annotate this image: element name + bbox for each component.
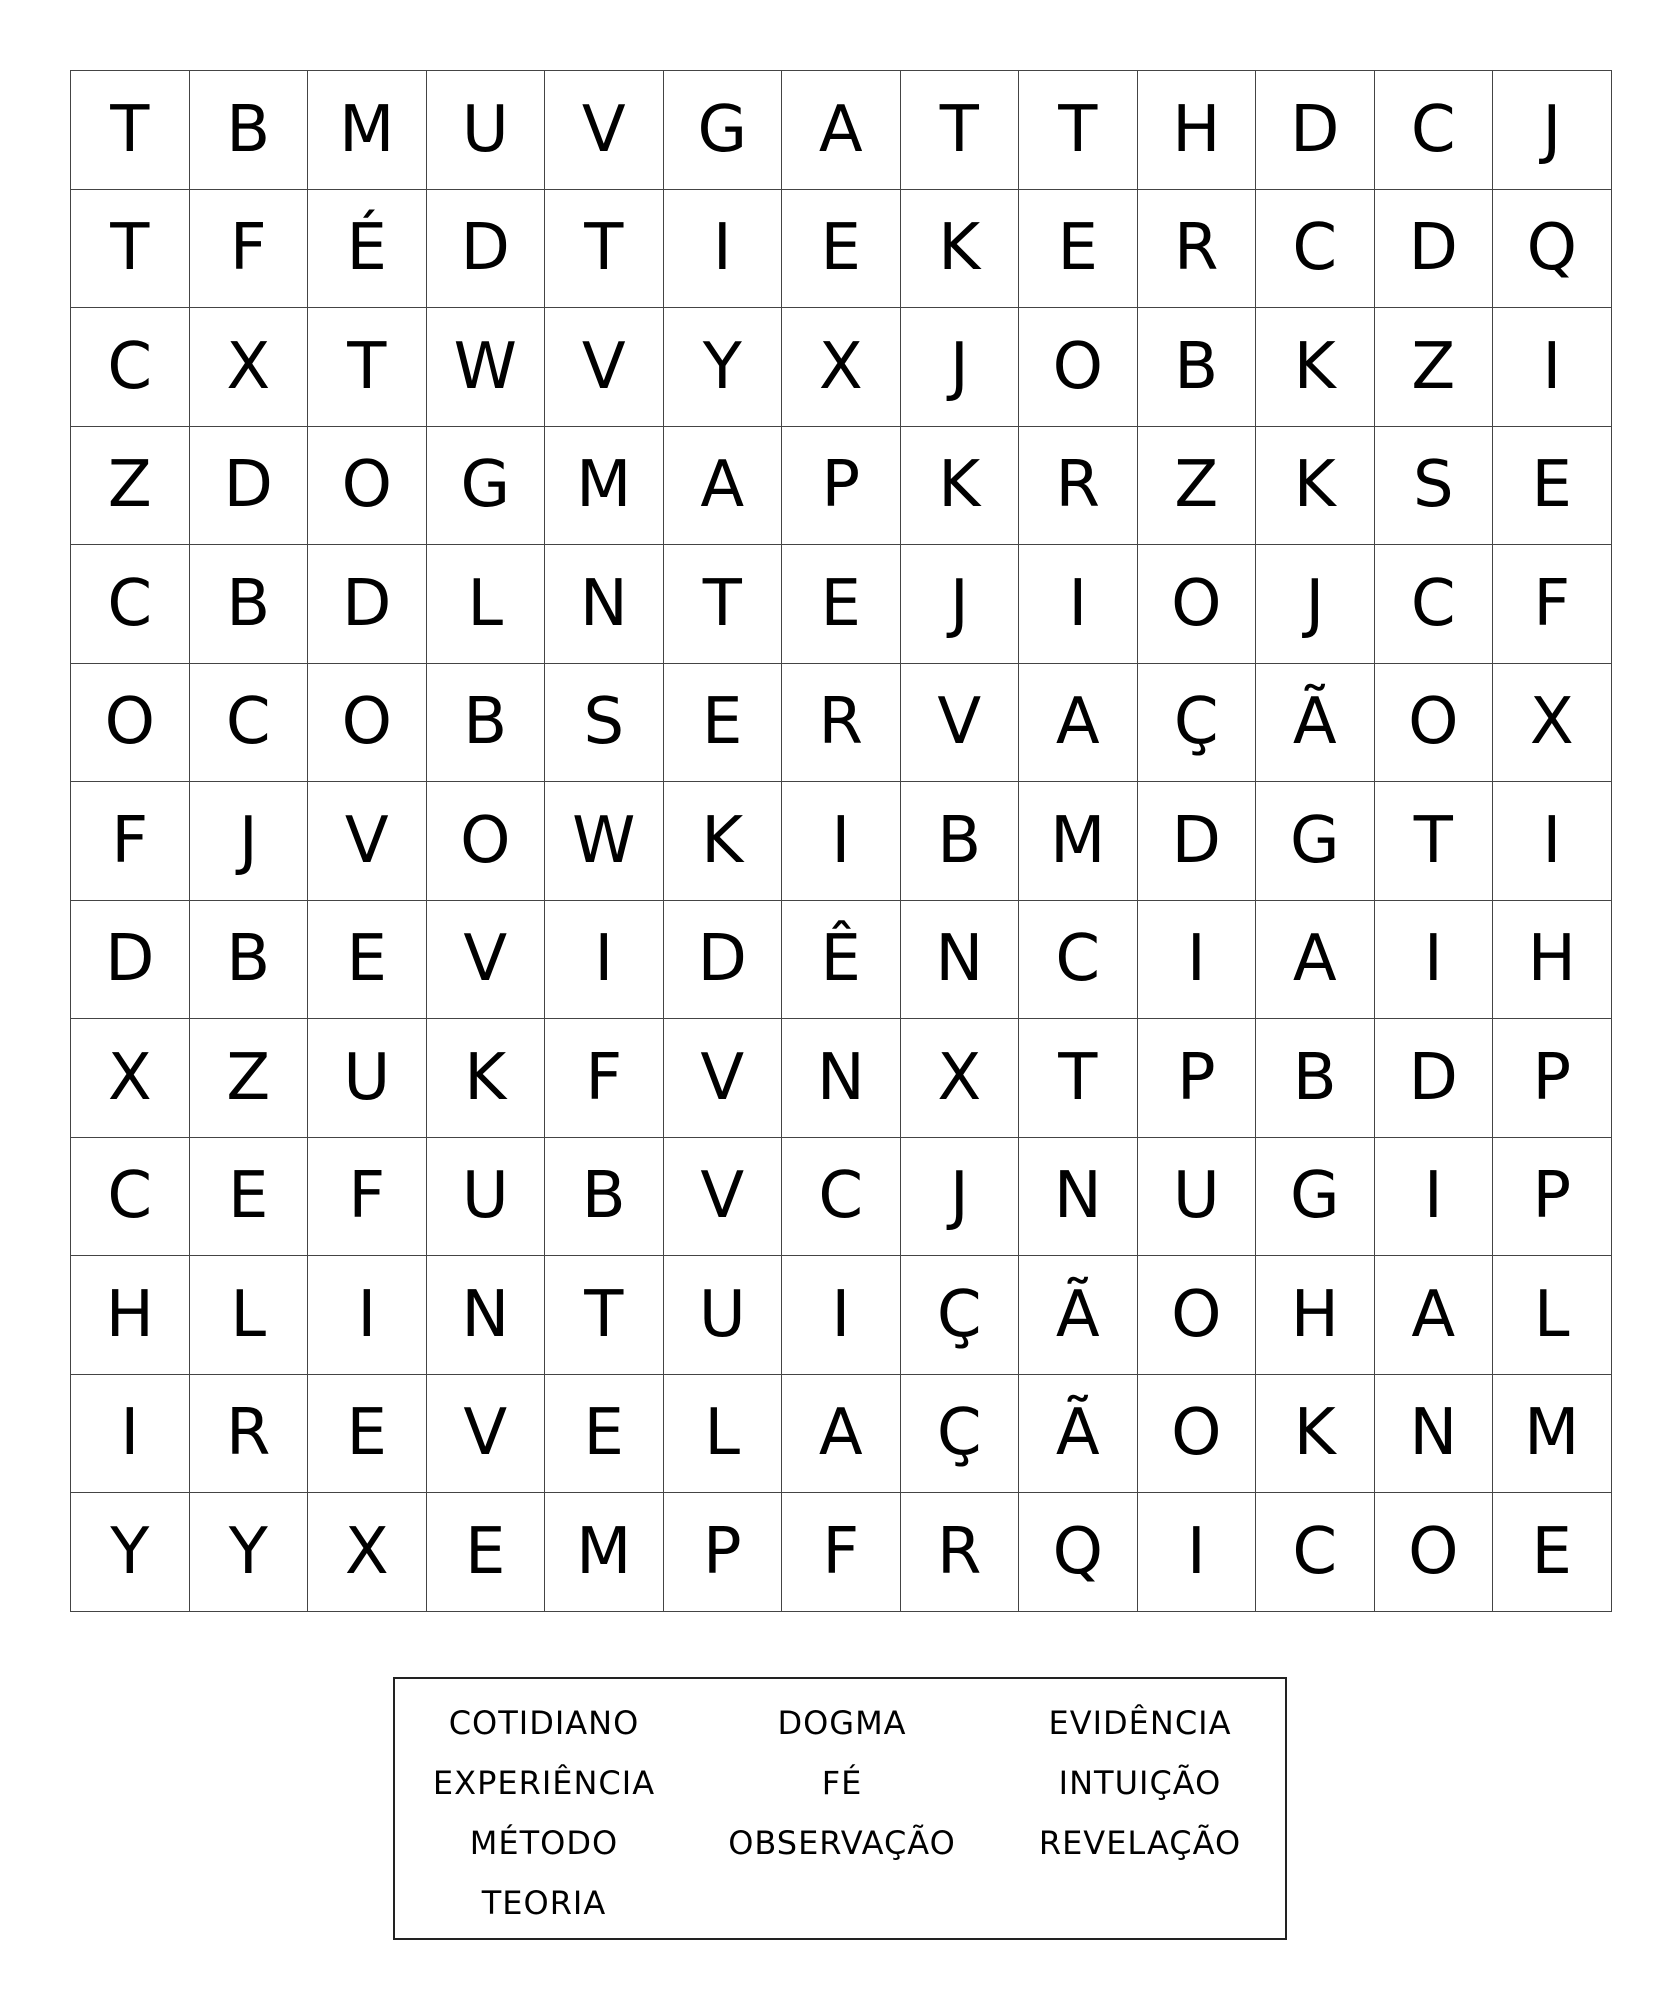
grid-cell[interactable]: M (308, 71, 427, 190)
grid-cell[interactable]: Y (664, 308, 783, 427)
grid-cell[interactable]: F (71, 782, 190, 901)
grid-cell[interactable]: T (71, 190, 190, 309)
grid-cell[interactable]: N (1375, 1375, 1494, 1494)
grid-cell[interactable]: X (1493, 664, 1612, 783)
grid-cell[interactable]: X (71, 1019, 190, 1138)
grid-cell[interactable]: K (427, 1019, 546, 1138)
grid-cell[interactable]: U (427, 71, 546, 190)
grid-cell[interactable]: C (71, 308, 190, 427)
grid-cell[interactable]: M (1493, 1375, 1612, 1494)
grid-cell[interactable]: Q (1019, 1493, 1138, 1612)
word-bank-item: EVIDÊNCIA (1048, 1704, 1232, 1742)
grid-cell[interactable]: O (427, 782, 546, 901)
grid-cell[interactable]: A (782, 1375, 901, 1494)
grid-cell[interactable]: D (1256, 71, 1375, 190)
grid-cell[interactable]: E (1493, 1493, 1612, 1612)
grid-cell[interactable]: E (1493, 427, 1612, 546)
grid-cell[interactable]: L (1493, 1256, 1612, 1375)
grid-cell[interactable]: U (308, 1019, 427, 1138)
grid-cell[interactable]: R (190, 1375, 309, 1494)
grid-cell[interactable]: N (1019, 1138, 1138, 1257)
grid-cell[interactable]: B (545, 1138, 664, 1257)
grid-cell[interactable]: F (1493, 545, 1612, 664)
grid-cell[interactable]: W (545, 782, 664, 901)
word-bank-item: REVELAÇÃO (1038, 1824, 1242, 1862)
grid-cell[interactable]: L (427, 545, 546, 664)
grid-cell[interactable]: O (71, 664, 190, 783)
grid-cell[interactable]: R (1019, 427, 1138, 546)
grid-cell[interactable]: H (1493, 901, 1612, 1020)
grid-cell[interactable]: T (1019, 1019, 1138, 1138)
grid-cell[interactable]: B (901, 782, 1020, 901)
word-bank (393, 1677, 1287, 1940)
grid-cell[interactable]: I (1138, 1493, 1257, 1612)
grid-cell[interactable]: V (427, 901, 546, 1020)
grid-cell[interactable]: I (1375, 901, 1494, 1020)
grid-cell[interactable]: F (545, 1019, 664, 1138)
grid-cell[interactable]: H (71, 1256, 190, 1375)
grid-cell[interactable]: T (71, 71, 190, 190)
grid-cell[interactable]: N (901, 901, 1020, 1020)
grid-cell[interactable]: I (1019, 545, 1138, 664)
word-search-grid (70, 70, 1612, 1612)
grid-cell[interactable]: P (782, 427, 901, 546)
grid-cell[interactable]: B (190, 545, 309, 664)
grid-cell[interactable]: J (901, 545, 1020, 664)
grid-cell[interactable]: K (664, 782, 783, 901)
grid-cell[interactable]: R (782, 664, 901, 783)
grid-cell[interactable]: Ã (1019, 1256, 1138, 1375)
grid-cell[interactable]: Q (1493, 190, 1612, 309)
grid-cell[interactable]: R (1138, 190, 1257, 309)
word-bank-item: FÉ (821, 1764, 863, 1802)
grid-cell[interactable]: C (1256, 190, 1375, 309)
grid-cell[interactable]: V (664, 1019, 783, 1138)
grid-cell[interactable]: S (1375, 427, 1494, 546)
grid-cell[interactable]: T (308, 308, 427, 427)
grid-cell[interactable]: A (782, 71, 901, 190)
grid-cell[interactable]: B (190, 901, 309, 1020)
grid-cell[interactable]: L (190, 1256, 309, 1375)
grid-cell[interactable]: F (782, 1493, 901, 1612)
word-bank-item: COTIDIANO (448, 1704, 640, 1742)
grid-cell[interactable]: Y (190, 1493, 309, 1612)
grid-cell[interactable]: Z (190, 1019, 309, 1138)
grid-cell[interactable]: X (901, 1019, 1020, 1138)
grid-cell[interactable]: M (545, 1493, 664, 1612)
grid-cell[interactable]: A (1375, 1256, 1494, 1375)
grid-cell[interactable]: E (782, 545, 901, 664)
grid-cell[interactable]: K (1256, 308, 1375, 427)
grid-cell[interactable]: Ç (1138, 664, 1257, 783)
word-bank-column-3 (991, 1693, 1289, 1873)
grid-cell[interactable]: O (1019, 308, 1138, 427)
grid-cell[interactable]: E (545, 1375, 664, 1494)
grid-cell[interactable]: C (190, 664, 309, 783)
grid-cell[interactable]: J (901, 1138, 1020, 1257)
grid-cell[interactable]: O (1138, 1375, 1257, 1494)
grid-cell[interactable]: N (545, 545, 664, 664)
grid-cell[interactable]: I (71, 1375, 190, 1494)
grid-cell[interactable]: C (1375, 71, 1494, 190)
grid-cell[interactable]: W (427, 308, 546, 427)
grid-cell[interactable]: B (1256, 1019, 1375, 1138)
grid-cell[interactable]: V (901, 664, 1020, 783)
grid-cell[interactable]: D (664, 901, 783, 1020)
grid-cell[interactable]: M (545, 427, 664, 546)
grid-cell[interactable]: E (308, 901, 427, 1020)
grid-cell[interactable]: E (1019, 190, 1138, 309)
grid-cell[interactable]: G (664, 71, 783, 190)
word-bank-item: OBSERVAÇÃO (728, 1824, 956, 1862)
grid-cell[interactable]: J (1256, 545, 1375, 664)
grid-cell[interactable]: F (308, 1138, 427, 1257)
grid-cell[interactable]: Y (71, 1493, 190, 1612)
grid-cell[interactable]: Z (1375, 308, 1494, 427)
grid-cell[interactable]: T (545, 190, 664, 309)
grid-cell[interactable]: S (545, 664, 664, 783)
grid-cell[interactable]: E (308, 1375, 427, 1494)
grid-cell[interactable]: V (664, 1138, 783, 1257)
grid-cell[interactable]: D (308, 545, 427, 664)
grid-cell[interactable]: E (782, 190, 901, 309)
grid-cell[interactable]: E (427, 1493, 546, 1612)
grid-cell[interactable]: U (427, 1138, 546, 1257)
grid-cell[interactable]: D (1375, 190, 1494, 309)
grid-cell[interactable]: P (1493, 1138, 1612, 1257)
grid-cell[interactable]: Ã (1256, 664, 1375, 783)
grid-cell[interactable]: E (664, 664, 783, 783)
grid-cell[interactable]: O (1138, 545, 1257, 664)
grid-cell[interactable]: A (1019, 664, 1138, 783)
grid-cell[interactable]: C (71, 545, 190, 664)
grid-cell[interactable]: P (1138, 1019, 1257, 1138)
grid-cell[interactable]: T (664, 545, 783, 664)
grid-cell[interactable]: F (190, 190, 309, 309)
grid-cell[interactable]: C (71, 1138, 190, 1257)
grid-cell[interactable]: V (545, 308, 664, 427)
grid-cell[interactable]: I (1493, 782, 1612, 901)
word-bank-item: EXPERIÊNCIA (432, 1764, 656, 1802)
grid-cell[interactable]: T (1375, 782, 1494, 901)
grid-cell[interactable]: E (190, 1138, 309, 1257)
word-bank-item: INTUIÇÃO (1058, 1764, 1222, 1802)
grid-cell[interactable]: B (427, 664, 546, 783)
grid-cell[interactable]: D (427, 190, 546, 309)
grid-cell[interactable]: G (1256, 1138, 1375, 1257)
word-bank-column-2 (693, 1693, 991, 1873)
grid-cell[interactable]: Z (71, 427, 190, 546)
grid-cell[interactable]: I (1375, 1138, 1494, 1257)
grid-cell[interactable]: D (71, 901, 190, 1020)
grid-cell[interactable]: M (1019, 782, 1138, 901)
grid-cell[interactable]: P (1493, 1019, 1612, 1138)
word-bank-item: TEORIA (481, 1884, 607, 1922)
grid-cell[interactable]: A (1256, 901, 1375, 1020)
grid-cell[interactable]: P (664, 1493, 783, 1612)
grid-cell[interactable]: N (427, 1256, 546, 1375)
grid-cell[interactable]: X (190, 308, 309, 427)
grid-cell[interactable]: V (427, 1375, 546, 1494)
grid-cell[interactable]: H (1138, 71, 1257, 190)
grid-cell[interactable]: D (1138, 782, 1257, 901)
grid-cell[interactable]: K (1256, 427, 1375, 546)
grid-cell[interactable]: J (1493, 71, 1612, 190)
grid-cell[interactable]: Ê (782, 901, 901, 1020)
grid-cell[interactable]: L (664, 1375, 783, 1494)
grid-cell[interactable]: Ã (1019, 1375, 1138, 1494)
grid-cell[interactable]: É (308, 190, 427, 309)
grid-cell[interactable]: R (901, 1493, 1020, 1612)
grid-cell[interactable]: G (1256, 782, 1375, 901)
grid-cell[interactable]: H (1256, 1256, 1375, 1375)
grid-cell[interactable]: J (190, 782, 309, 901)
grid-cell[interactable]: K (901, 190, 1020, 309)
grid-cell[interactable]: O (1375, 664, 1494, 783)
grid-cell[interactable]: X (308, 1493, 427, 1612)
grid-cell[interactable]: V (545, 71, 664, 190)
grid-cell[interactable]: I (308, 1256, 427, 1375)
grid-cell[interactable]: O (1138, 1256, 1257, 1375)
word-bank-item: DOGMA (777, 1704, 907, 1742)
grid-cell[interactable]: Ç (901, 1375, 1020, 1494)
grid-cell[interactable]: U (664, 1256, 783, 1375)
grid-cell[interactable]: Ç (901, 1256, 1020, 1375)
grid-cell[interactable]: D (190, 427, 309, 546)
grid-cell[interactable]: X (782, 308, 901, 427)
grid-cell[interactable]: T (545, 1256, 664, 1375)
grid-cell[interactable]: I (664, 190, 783, 309)
grid-cell[interactable]: I (1493, 308, 1612, 427)
grid-cell[interactable]: I (782, 782, 901, 901)
grid-cell[interactable]: B (1138, 308, 1257, 427)
grid-cell[interactable]: C (782, 1138, 901, 1257)
grid-cell[interactable]: C (1256, 1493, 1375, 1612)
grid-cell[interactable]: C (1375, 545, 1494, 664)
grid-cell[interactable]: U (1138, 1138, 1257, 1257)
grid-cell[interactable]: O (308, 664, 427, 783)
grid-cell[interactable]: O (1375, 1493, 1494, 1612)
grid-cell[interactable]: I (782, 1256, 901, 1375)
grid-cell[interactable]: Z (1138, 427, 1257, 546)
grid-cell[interactable]: I (1138, 901, 1257, 1020)
grid-cell[interactable]: J (901, 308, 1020, 427)
grid-cell[interactable]: T (1019, 71, 1138, 190)
grid-cell[interactable]: B (190, 71, 309, 190)
grid-cell[interactable]: V (308, 782, 427, 901)
grid-cell[interactable]: D (1375, 1019, 1494, 1138)
grid-cell[interactable]: N (782, 1019, 901, 1138)
grid-cell[interactable]: A (664, 427, 783, 546)
word-bank-item: MÉTODO (469, 1824, 619, 1862)
grid-cell[interactable]: K (901, 427, 1020, 546)
grid-cell[interactable]: O (308, 427, 427, 546)
grid-cell[interactable]: T (901, 71, 1020, 190)
grid-cell[interactable]: K (1256, 1375, 1375, 1494)
grid-cell[interactable]: G (427, 427, 546, 546)
word-bank-column-1 (395, 1693, 693, 1933)
grid-cell[interactable]: I (545, 901, 664, 1020)
grid-cell[interactable]: C (1019, 901, 1138, 1020)
